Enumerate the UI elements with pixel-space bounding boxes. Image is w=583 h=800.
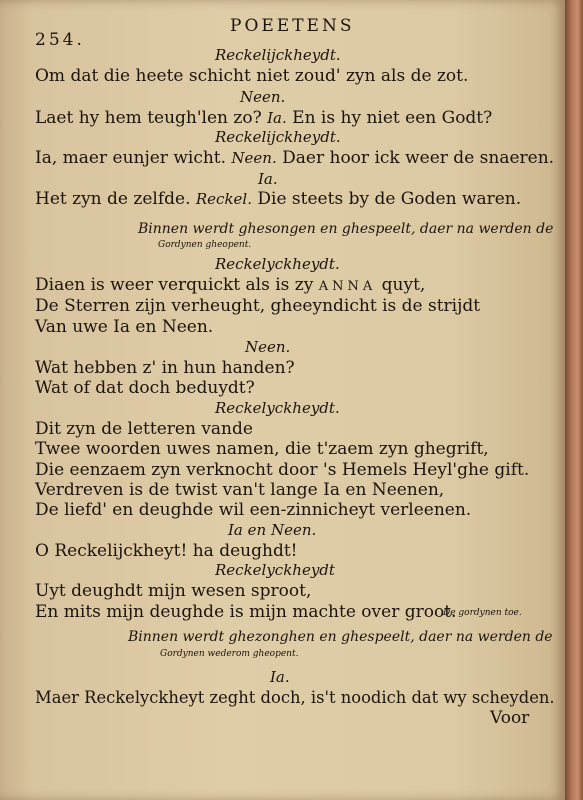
inline-speaker: Neen. <box>231 149 277 167</box>
verse-line: O Reckelijckheyt! ha deughdt! <box>35 541 298 561</box>
verse-text: Ia, maer eunjer wicht. <box>35 148 232 168</box>
speaker-heading: Ia. <box>258 170 278 188</box>
verse-text: Daer hoor ick weer de snaeren. <box>276 148 555 168</box>
verse-line: Maer Reckelyckheyt zeght doch, is't noodich dat wy scheyden. <box>35 688 555 708</box>
verse-line: Uyt deughdt mijn wesen sproot, <box>35 581 312 601</box>
verse-line: Om dat die heete schicht niet zoud' zyn als de zot. <box>35 66 469 86</box>
inline-speaker: Ia. <box>267 109 287 127</box>
verse-text: Die steets by de Goden waren. <box>252 189 522 209</box>
margin-note: De gordynen toe. <box>443 608 522 618</box>
speaker-heading: Reckelyckheydt. <box>215 255 340 273</box>
running-title: POEETENS <box>230 16 355 36</box>
speaker-heading: Ia en Neen. <box>228 521 317 539</box>
show-through-text <box>440 90 560 390</box>
inline-speaker: Reckel. <box>195 190 252 208</box>
speaker-heading: Ia. <box>270 668 290 686</box>
verse-line: Verdreven is de twist van't lange Ia en Neenen, <box>35 480 445 500</box>
stage-direction-continuation: Gordynen wederom gheopent. <box>160 649 299 659</box>
verse-line <box>35 110 492 127</box>
verse-text: Diaen is weer verquickt als is zy <box>35 275 319 295</box>
catchword: Voor <box>490 708 530 728</box>
verse-text: En is hy niet een Godt? <box>286 108 493 128</box>
speaker-heading: Reckelijckheydt. <box>215 46 341 64</box>
verse-line: Twee woorden uwes namen, die t'zaem zyn ghegrift, <box>35 439 489 459</box>
speaker-heading: Reckelyckheydt. <box>215 399 340 417</box>
verse-text: Laet hy hem teugh'len zo? <box>35 108 268 128</box>
verse-line: Wat hebben z' in hun handen? <box>35 358 295 378</box>
book-spine-edge <box>565 0 583 800</box>
verse-line: Die eenzaem zyn verknocht door 's Hemels Heyl'ghe gift. <box>35 460 530 480</box>
verse-line <box>35 150 554 167</box>
speaker-heading: Neen. <box>240 88 286 106</box>
verse-line <box>35 277 425 294</box>
verse-line: De Sterren zijn verheught, gheeyndicht is de strijdt <box>35 296 481 316</box>
verse-line: Wat of dat doch beduydt? <box>35 378 255 398</box>
stage-direction: Binnen werdt ghesongen en ghespeelt, daer na werden de <box>138 221 554 237</box>
page-number: 254. <box>35 30 85 50</box>
verse-line: Dit zyn de letteren vande <box>35 419 253 439</box>
speaker-heading: Neen. <box>245 338 291 356</box>
verse-line <box>35 191 521 208</box>
speaker-heading: Reckelijckheydt. <box>215 128 341 146</box>
small-caps-name: ANNA <box>318 279 377 294</box>
verse-line: Van uwe Ia en Neen. <box>35 317 214 337</box>
stage-direction-continuation: Gordynen gheopent. <box>158 240 252 250</box>
verse-text: quyt, <box>376 275 426 295</box>
speaker-heading: Reckelyckheydt <box>215 561 335 579</box>
stage-direction: Binnen werdt ghezonghen en ghespeelt, daer na werden de <box>128 629 553 645</box>
verse-line: En mits mijn deughde is mijn machte over groot. <box>35 602 457 622</box>
verse-text: Het zyn de zelfde. <box>35 189 196 209</box>
verse-line: De liefd' en deughde wil een-zinnicheyt verleenen. <box>35 500 472 520</box>
